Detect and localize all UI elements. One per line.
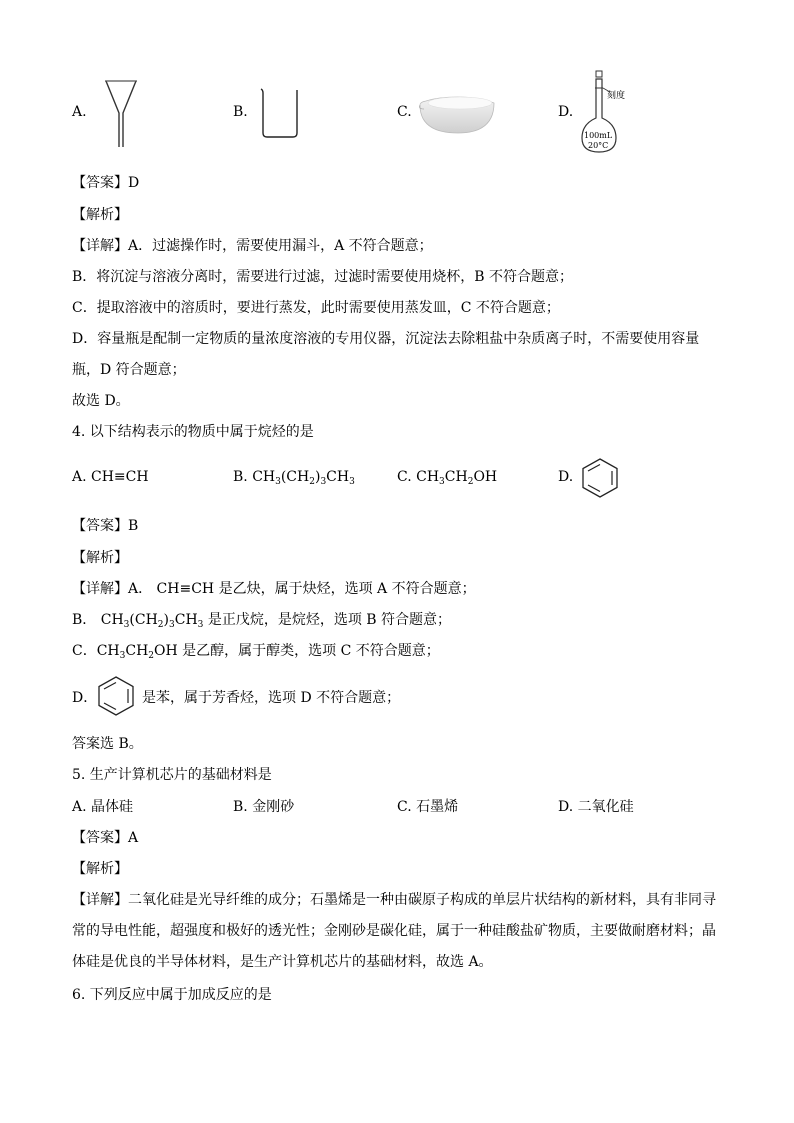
q3-answer: 【答案】D bbox=[72, 175, 140, 191]
option-d-label: D. bbox=[558, 104, 574, 120]
option-a-label: A. bbox=[72, 104, 87, 120]
q4-conclusion: 答案选 B。 bbox=[72, 736, 143, 752]
q4-detail-d-prefix: D． bbox=[72, 690, 98, 706]
q4-detail-c: C．$CH_3CH_2OH$ 是乙醇，属于醇类，选项 C 不符合题意； bbox=[72, 643, 440, 661]
q5-analysis-line: 【详解】二氧化硅是光导纤维的成分；石墨烯是一种由碳原子构成的单层片状结构的新材料，具有非同寻 bbox=[72, 892, 716, 908]
q3-conclusion: 故选 D。 bbox=[72, 393, 130, 409]
q6-question: 6. 下列反应中属于加成反应的是 bbox=[72, 987, 272, 1003]
evaporating-dish-icon bbox=[418, 93, 498, 135]
q5-analysis-title: 【解析】 bbox=[72, 861, 128, 877]
q3-analysis-line: B．将沉淀与溶液分离时，需要进行过滤，过滤时需要使用烧杯，B 不符合题意； bbox=[72, 269, 574, 285]
q4-answer: 【答案】B bbox=[72, 518, 139, 534]
q4-detail-d-text: 是苯，属于芳香烃，选项 D 不符合题意； bbox=[142, 690, 401, 706]
q4-question: 4. 以下结构表示的物质中属于烷烃的是 bbox=[72, 424, 314, 440]
flask-temp-label: 20°C bbox=[588, 141, 609, 150]
flask-volume-label: 100mL bbox=[584, 131, 613, 140]
benzene-ring-icon bbox=[96, 675, 136, 717]
q5-answer: 【答案】A bbox=[72, 830, 139, 846]
q5-question: 5. 生产计算机芯片的基础材料是 bbox=[72, 767, 272, 783]
q4-option-d: D. bbox=[558, 469, 574, 485]
option-c-label: C. bbox=[397, 104, 412, 120]
q3-analysis-line: D．容量瓶是配制一定物质的量浓度溶液的专用仪器，沉淀法去除粗盐中杂质离子时，不需要使用容量 bbox=[72, 331, 700, 347]
q5-option-a: A. 晶体硅 bbox=[72, 799, 134, 815]
volumetric-flask-icon bbox=[578, 70, 638, 156]
q3-analysis-line: 【详解】A．过滤操作时，需要使用漏斗，A 不符合题意； bbox=[72, 238, 433, 254]
q5-option-b: B. 金刚砂 bbox=[233, 799, 295, 815]
option-b-label: B. bbox=[233, 104, 248, 120]
q4-analysis-title: 【解析】 bbox=[72, 550, 128, 566]
q4-option-b: B. $CH_3(CH_2)_3CH_3$ bbox=[233, 469, 355, 487]
q4-detail-a: 【详解】A． CH≡CH 是乙炔，属于炔烃，选项 A 不符合题意； bbox=[72, 581, 476, 597]
flask-mark-label: 刻度 bbox=[607, 91, 626, 101]
q5-analysis-line: 体硅是优良的半导体材料，是生产计算机芯片的基础材料，故选 A。 bbox=[72, 954, 493, 970]
q4-option-a: A. CH≡CH bbox=[72, 469, 149, 485]
benzene-ring-icon bbox=[580, 457, 620, 499]
funnel-icon bbox=[104, 79, 138, 149]
beaker-icon bbox=[258, 87, 300, 139]
q5-analysis-line: 常的导电性能，超强度和极好的透光性；金刚砂是碳化硅，属于一种硅酸盐矿物质，主要做耐磨材料；晶 bbox=[72, 923, 716, 939]
q5-option-c: C. 石墨烯 bbox=[397, 799, 459, 815]
q4-detail-b: B． $CH_3(CH_2)_3CH_3$ 是正戊烷，是烷烃，选项 B 符合题意； bbox=[72, 612, 452, 630]
q3-analysis-title: 【解析】 bbox=[72, 207, 128, 223]
q5-option-d: D. 二氧化硅 bbox=[558, 799, 634, 815]
q3-analysis-line: 瓶，D 符合题意； bbox=[72, 362, 186, 378]
q4-option-c: C. $CH_3CH_2OH$ bbox=[397, 469, 498, 487]
q3-analysis-line: C．提取溶液中的溶质时，要进行蒸发，此时需要使用蒸发皿，C 不符合题意； bbox=[72, 300, 560, 316]
